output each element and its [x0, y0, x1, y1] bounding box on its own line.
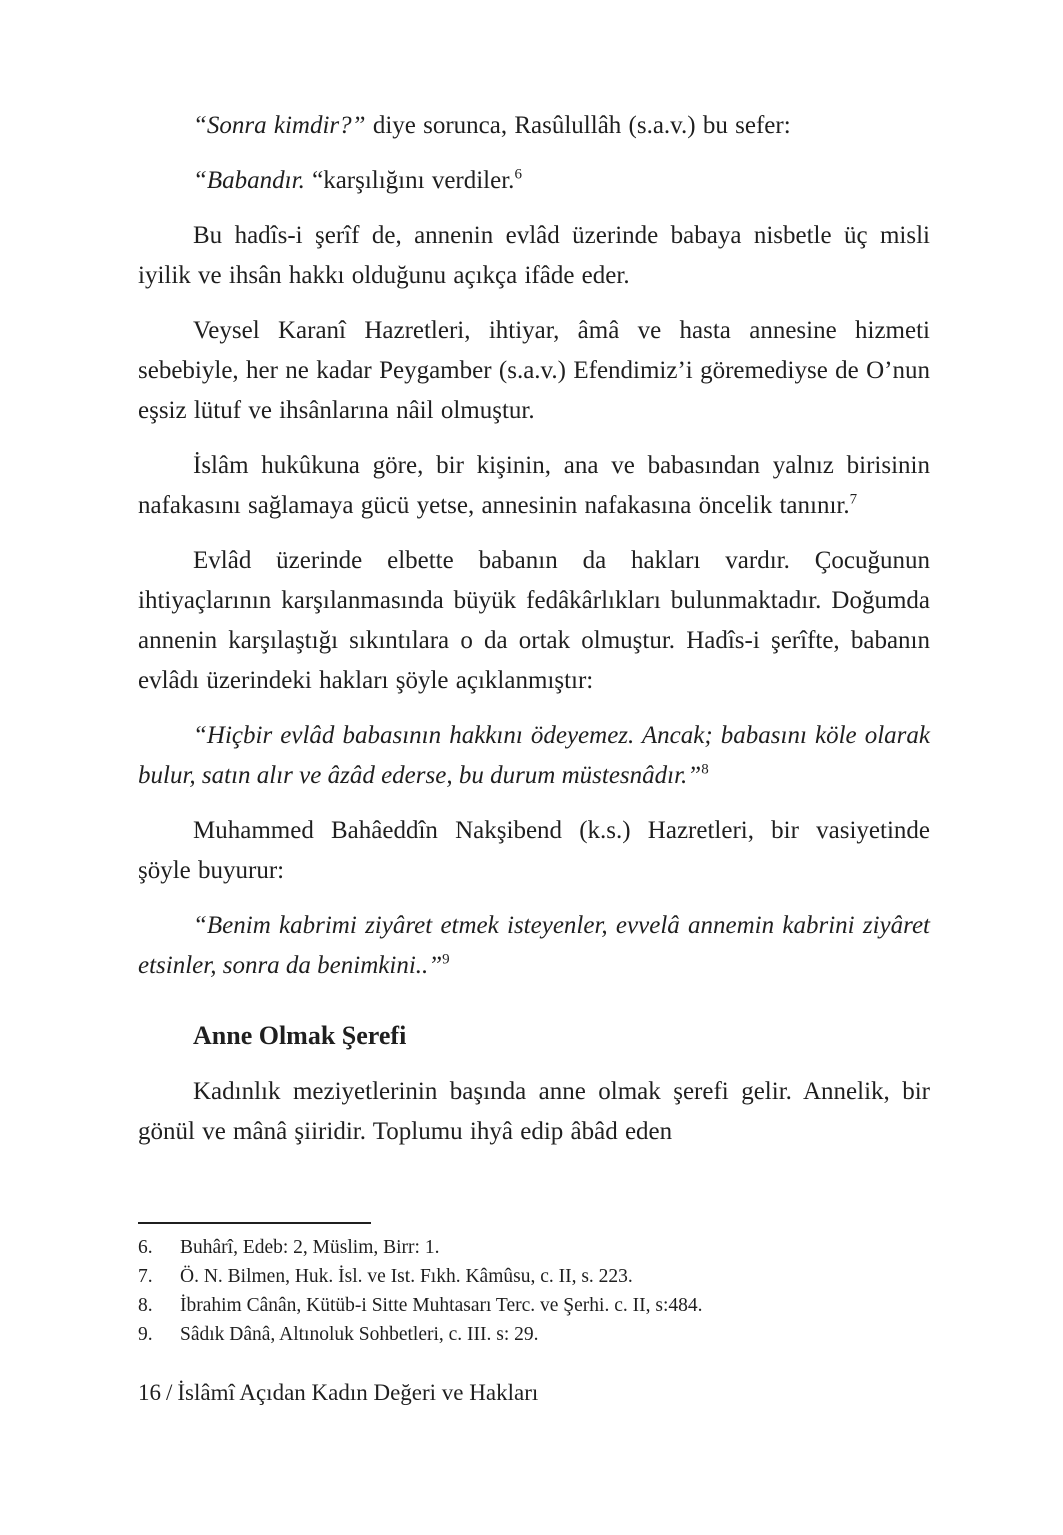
paragraph-text: “karşılığını verdiler.: [312, 167, 515, 194]
paragraph-4: [138, 311, 930, 431]
footnote-ref-9: 9: [442, 951, 450, 968]
paragraph-6: [138, 541, 930, 701]
vasiyet-quote-paragraph: [138, 906, 930, 986]
footnote-item: [138, 1291, 930, 1320]
quote-text: “Hiçbir evlâd babasının hakkını ödeyemez. Ancak; babasını köle olarak bulur, satın alır ve âzâd ederse, bu durum müstesnâdır.”: [138, 722, 930, 789]
footnote-number: 9.: [138, 1324, 153, 1345]
paragraph-1: [138, 106, 930, 146]
book-title: İslâmî Açıdan Kadın Değeri ve Hakları: [177, 1380, 539, 1405]
footnote-text: Sâdık Dânâ, Altınoluk Sohbetleri, c. III. s: 29.: [180, 1324, 539, 1345]
footnote-number: 8.: [138, 1295, 153, 1316]
paragraph-2: [138, 161, 930, 201]
footnote-separator-rule: [138, 1222, 371, 1224]
section-heading: Anne Olmak Şerefi: [193, 1021, 407, 1050]
footnote-item: [138, 1262, 930, 1291]
paragraph-text: Bu hadîs-i şerîf de, annenin evlâd üzerinde babaya nisbetle üç misli iyilik ve ihsân hakkı olduğunu açıkça ifâde eder.: [138, 222, 930, 289]
inline-quote: “Sonra kimdir?”: [193, 112, 366, 139]
paragraph-5: [138, 446, 930, 526]
paragraph-text: Muhammed Bahâeddîn Nakşibend (k.s.) Hazretleri, bir vasiyetinde şöyle buyurur:: [138, 817, 930, 884]
footer-separator: /: [166, 1380, 173, 1405]
footnote-text: Ö. N. Bilmen, Huk. İsl. ve Ist. Fıkh. Kâmûsu, c. II, s. 223.: [180, 1266, 633, 1287]
paragraph-10: [138, 1072, 930, 1152]
page-body: [138, 106, 930, 1152]
paragraph-text: Kadınlık meziyetlerinin başında anne olmak şerefi gelir. Annelik, bir gönül ve mânâ şiiridir. Toplumu ihyâ edip âbâd eden: [138, 1078, 930, 1145]
footnote-ref-8: 8: [701, 761, 709, 778]
page-number: 16: [138, 1380, 161, 1405]
quote-text: “Benim kabrimi ziyâret etmek isteyenler, evvelâ annemin kabrini ziyâret etsinler, sonra da benimkini..”: [138, 912, 930, 979]
paragraph-8: [138, 811, 930, 891]
paragraph-text: Evlâd üzerinde elbette babanın da hakları vardır. Çocuğunun ihtiyaçlarının karşılanmasında büyük fedâkârlıkları bulunmaktadır. Doğumda annenin karşılaştığı sıkıntılara o da ortak olmuştur. Hadîs-i şerîfte, babanın evlâdı üzerindeki hakları şöyle açıklanmıştır:: [138, 547, 930, 694]
paragraph-text: İslâm hukûkuna göre, bir kişinin, ana ve babasından yalnız birisinin nafakasını sağlamaya gücü yetse, annesinin nafakasına öncelik tanınır.: [138, 452, 930, 519]
page-footer: [138, 1378, 543, 1408]
footnote-text: Buhârî, Edeb: 2, Müslim, Birr: 1.: [180, 1237, 440, 1258]
footnote-item: [138, 1320, 930, 1349]
footnote-number: 7.: [138, 1266, 153, 1287]
paragraph-text: diye sorunca, Rasûlullâh (s.a.v.) bu sefer:: [365, 112, 791, 139]
footnote-ref-7: 7: [849, 491, 858, 508]
footnote-text: İbrahim Cânân, Kütüb-i Sitte Muhtasarı Terc. ve Şerhi. c. II, s:484.: [180, 1295, 703, 1316]
footnote-ref-6: 6: [514, 166, 522, 183]
paragraph-text: Veysel Karanî Hazretleri, ihtiyar, âmâ ve hasta annesine hizmeti sebebiyle, her ne kadar Peygamber (s.a.v.) Efendimiz’i göremediyse de O’nun eşsiz lütuf ve ihsânlarına nâil olmuştur.: [138, 317, 930, 424]
footnote-item: [138, 1233, 930, 1262]
footnote-number: 6.: [138, 1237, 153, 1258]
hadith-quote-paragraph: [138, 716, 930, 796]
inline-quote: “Babandır.: [193, 167, 313, 194]
footnotes-section: [138, 1222, 930, 1349]
paragraph-3: [138, 216, 930, 296]
